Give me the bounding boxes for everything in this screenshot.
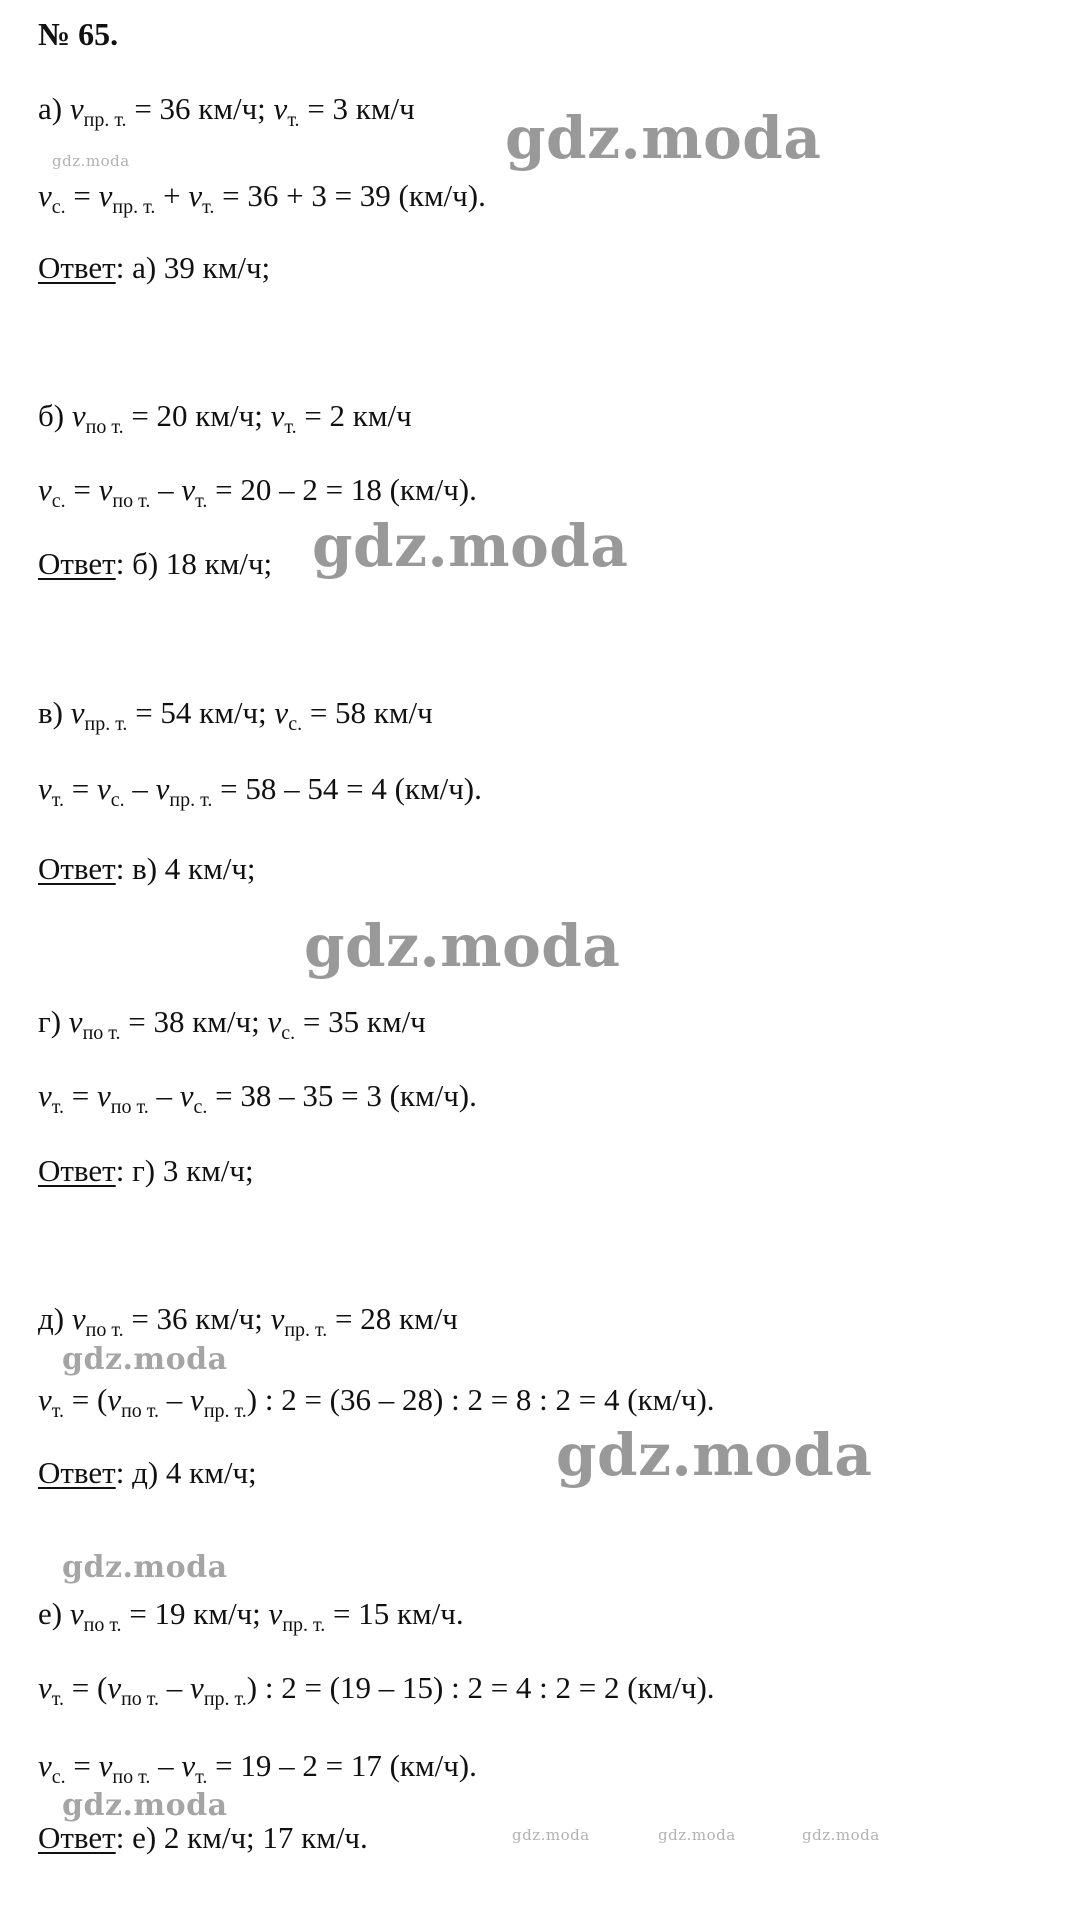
part-a-answer: Ответ: а) 39 км/ч; [38,250,271,285]
watermark: gdz.moda [556,1421,873,1489]
part-v-given: в) $v_{пр. т.} = 54$ км/ч; $v_{с.} = 58$ км/ч [38,695,433,735]
part-d-answer: Ответ: д) 4 км/ч; [38,1455,257,1490]
part-b-answer: Ответ: б) 18 км/ч; [38,546,273,581]
problem-title: № 65. [38,16,119,52]
part-e-answer: Ответ: е) 2 км/ч; 17 км/ч. [38,1820,368,1855]
watermark: gdz.moda [512,1826,590,1844]
part-b-calc: $v_{с.} = v_{по т.} - v_{т.} = 20 - 2 = 18$ (км/ч). [38,472,477,512]
part-e-calc: $v_{т.} = (v_{по т.} - v_{пр. т.})$ : 2 = (19 – 15) : 2 = 4 : 2 = 2 (км/ч). [38,1670,715,1710]
part-d-given: д) $v_{по т.} = 36$ км/ч; $v_{пр. т.} = 28$ км/ч [38,1301,458,1341]
part-d-calc: $v_{т.} = (v_{по т.} - v_{пр. т.})$ : 2 = (36 – 28) : 2 = 8 : 2 = 4 (км/ч). [38,1382,715,1422]
watermark: gdz.moda [62,1550,228,1585]
part-a-calc: $v_{с.} = v_{пр. т.} + v_{т.} = 36 + 3 = 39$ (км/ч). [38,178,486,218]
watermark: gdz.moda [658,1826,736,1844]
part-v-calc: $v_{т.} = v_{с.} - v_{пр. т.} = 58 - 54 = 4$ (км/ч). [38,771,482,811]
part-v-answer: Ответ: в) 4 км/ч; [38,851,256,886]
part-a-given: а) $v_{пр. т.} = 36$ км/ч; $v_{т.} = 3$ км/ч [38,91,415,131]
watermark: gdz.moda [62,1342,228,1377]
part-b-given: б) $v_{по т.} = 20$ км/ч; $v_{т.} = 2$ км/ч [38,398,412,438]
part-e-given: е) $v_{по т.} = 19$ км/ч; $v_{пр. т.} = 15$ км/ч. [38,1596,464,1636]
watermark: gdz.moda [505,104,822,172]
watermark: gdz.moda [304,912,621,980]
part-g-answer: Ответ: г) 3 км/ч; [38,1153,254,1188]
part-g-given: г) $v_{по т.} = 38$ км/ч; $v_{с.} = 35$ км/ч [38,1004,426,1044]
watermark: gdz.moda [52,152,130,170]
watermark: gdz.moda [312,512,629,580]
part-g-calc: $v_{т.} = v_{по т.} - v_{с.} = 38 - 35 = 3$ (км/ч). [38,1078,477,1118]
watermark: gdz.moda [802,1826,880,1844]
watermark: gdz.moda [62,1788,228,1823]
part-e-calc-2: $v_{с.} = v_{по т.} - v_{т.} = 19 - 2 = 17$ (км/ч). [38,1748,477,1788]
